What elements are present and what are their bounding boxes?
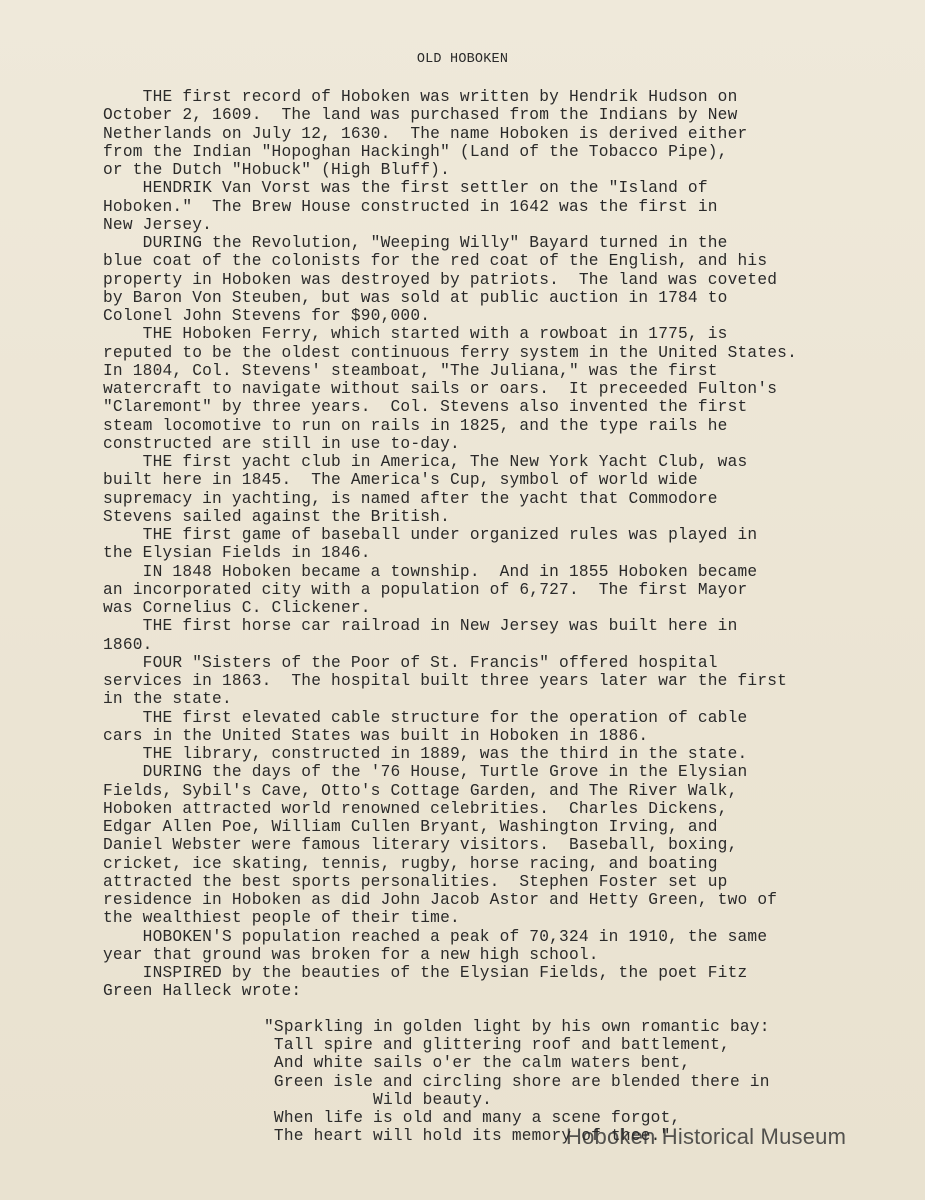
body-text-line: an incorporated city with a population of 6,727. The first Mayor — [103, 580, 748, 599]
body-text-line: Daniel Webster were famous literary visitors. Baseball, boxing, — [103, 836, 738, 855]
poem-line: Green isle and circling shore are blended there in — [264, 1072, 770, 1091]
body-text-line: attracted the best sports personalities. Stephen Foster set up — [103, 872, 728, 891]
body-text-line: cars in the United States was built in Hoboken in 1886. — [103, 726, 649, 745]
body-text-line: built here in 1845. The America's Cup, symbol of world wide — [103, 471, 698, 490]
museum-watermark: Hoboken Historical Museum — [566, 1124, 847, 1149]
body-text-line: services in 1863. The hospital built three years later war the first — [103, 672, 788, 690]
body-text-line: Netherlands on July 12, 1630. The name Hoboken is derived either — [103, 124, 748, 143]
body-text-line: residence in Hoboken as did John Jacob Astor and Hetty Green, two of — [103, 891, 778, 909]
body-text-line: THE first horse car railroad in New Jersey was built here in — [103, 617, 738, 636]
body-text-line: THE first yacht club in America, The New York Yacht Club, was — [103, 453, 748, 471]
body-text-line: FOUR "Sisters of the Poor of St. Francis" offered hospital — [103, 653, 718, 672]
body-text-line: Green Halleck wrote: — [103, 982, 302, 1001]
body-text-line: watercraft to navigate without sails or oars. It preceeded Fulton's — [103, 380, 778, 398]
body-text-line: Stevens sailed against the British. — [103, 507, 450, 526]
body-text-line: "Claremont" by three years. Col. Stevens also invented the first — [103, 398, 748, 417]
body-text-line: THE first record of Hoboken was written by Hendrik Hudson on — [103, 88, 738, 106]
body-text-line: In 1804, Col. Stevens' steamboat, "The Juliana," was the first — [103, 361, 718, 380]
poem-line: Tall spire and glittering roof and battlement, — [264, 1036, 730, 1055]
poem-line: Wild beauty. — [264, 1090, 493, 1109]
body-text-line: constructed are still in use to-day. — [103, 434, 460, 453]
body-text-line: supremacy in yachting, is named after the yacht that Commodore — [103, 489, 718, 508]
body-text-line: THE library, constructed in 1889, was the third in the state. — [103, 745, 748, 763]
body-text-line: reputed to be the oldest continuous ferry system in the United States. — [103, 343, 797, 362]
poem-line: The heart will hold its memory of thee." — [264, 1127, 671, 1146]
poem-line: And white sails o'er the calm waters bent, — [264, 1054, 691, 1073]
body-text-line: DURING the Revolution, "Weeping Willy" Bayard turned in the — [103, 234, 728, 252]
body-text-line: THE first elevated cable structure for the operation of cable — [103, 708, 748, 727]
body-text-line: in the state. — [103, 690, 232, 709]
body-text-line: Hoboken." The Brew House constructed in 1642 was the first in — [103, 197, 718, 216]
body-text-line: THE Hoboken Ferry, which started with a rowboat in 1775, is — [103, 325, 728, 344]
body-text-line: from the Indian "Hopoghan Hackingh" (Land of the Tobacco Pipe), — [103, 142, 728, 161]
body-text-line: HOBOKEN'S population reached a peak of 70,324 in 1910, the same — [103, 927, 768, 946]
body-text-line: was Cornelius C. Clickener. — [103, 599, 371, 617]
body-text-line: October 2, 1609. The land was purchased from the Indians by New — [103, 106, 738, 125]
body-text-line: property in Hoboken was destroyed by patriots. The land was coveted — [103, 270, 778, 289]
body-text-line: Fields, Sybil's Cave, Otto's Cottage Garden, and The River Walk, — [103, 781, 738, 800]
body-text-line: steam locomotive to run on rails in 1825, and the type rails he — [103, 416, 728, 435]
body-text-line: the Elysian Fields in 1846. — [103, 544, 371, 563]
body-text-line: Edgar Allen Poe, William Cullen Bryant, Washington Irving, and — [103, 818, 718, 836]
body-text-line: or the Dutch "Hobuck" (High Bluff). — [103, 161, 450, 179]
body-text-line: cricket, ice skating, tennis, rugby, horse racing, and boating — [103, 854, 718, 873]
body-text-line: IN 1848 Hoboken became a township. And in 1855 Hoboken became — [103, 562, 758, 581]
document-body — [103, 88, 903, 1001]
body-text-line: Colonel John Stevens for $90,000. — [103, 307, 431, 325]
body-text-line: THE first game of baseball under organized rules was played in — [103, 526, 758, 544]
poem-line: When life is old and many a scene forgot, — [264, 1108, 681, 1127]
poem-line: "Sparkling in golden light by his own romantic bay: — [264, 1018, 770, 1036]
document-title: OLD HOBOKEN — [416, 52, 509, 67]
body-text-line: 1860. — [103, 635, 153, 654]
body-text-line: HENDRIK Van Vorst was the first settler on the "Island of — [103, 179, 708, 198]
body-text-line: New Jersey. — [103, 215, 213, 234]
body-text-line: blue coat of the colonists for the red coat of the English, and his — [103, 252, 768, 271]
body-text-line: year that ground was broken for a new high school. — [103, 945, 599, 964]
body-text-line: INSPIRED by the beauties of the Elysian Fields, the poet Fitz — [103, 964, 748, 982]
body-text-line: by Baron Von Steuben, but was sold at public auction in 1784 to — [103, 288, 728, 307]
body-text-line: DURING the days of the '76 House, Turtle Grove in the Elysian — [103, 763, 748, 782]
body-text-line: the wealthiest people of their time. — [103, 909, 460, 928]
body-text-line: Hoboken attracted world renowned celebrities. Charles Dickens, — [103, 799, 728, 818]
